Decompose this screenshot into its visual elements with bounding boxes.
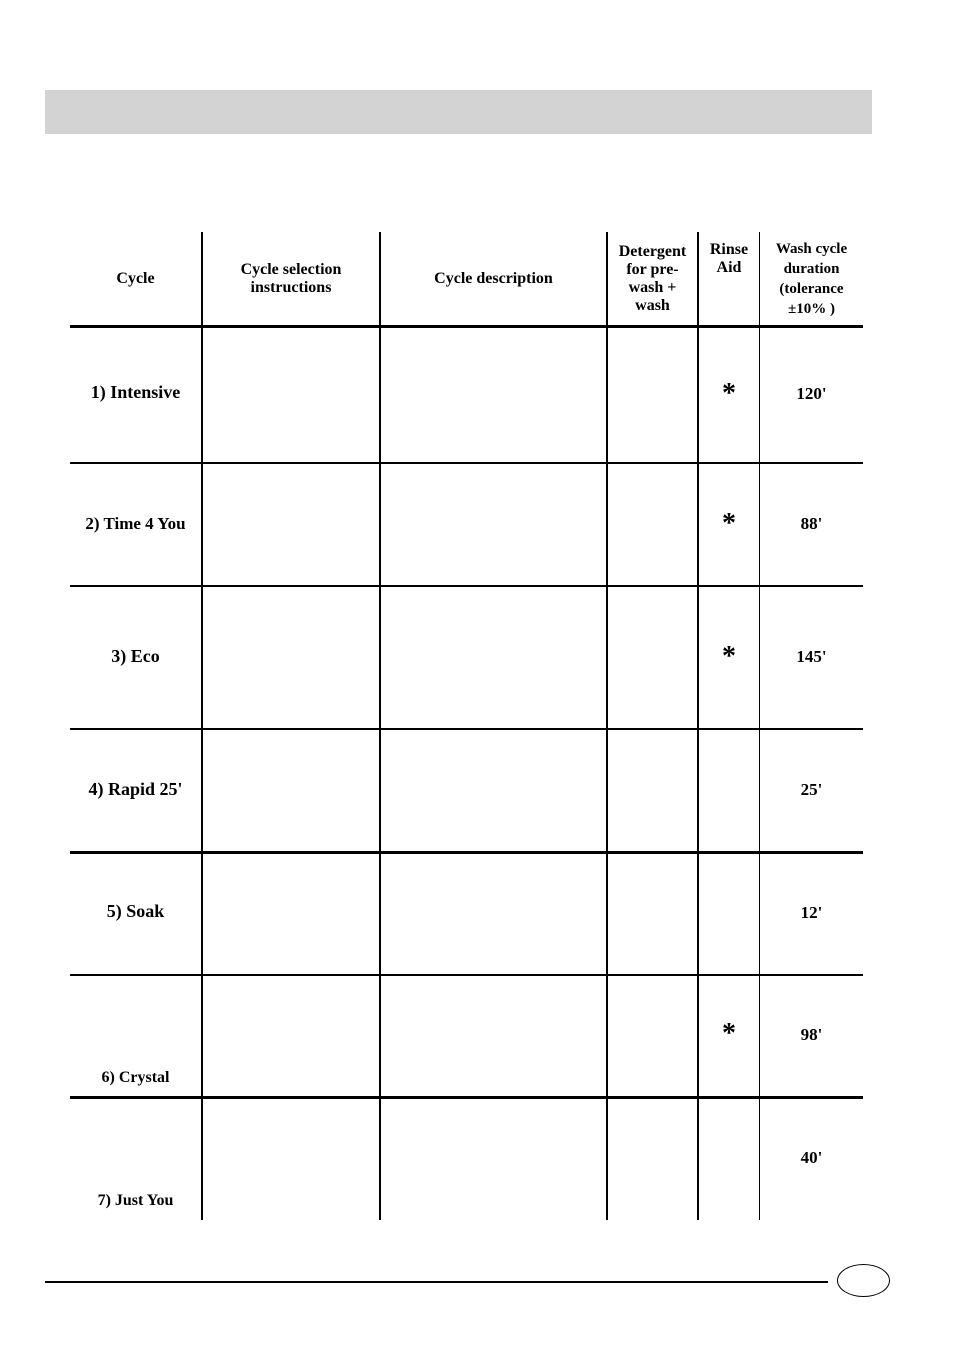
cycle-duration: 88' xyxy=(800,514,823,533)
header-instructions: Cycle selection instructions xyxy=(240,261,342,296)
header-detergent: Detergent for pre- wash + wash xyxy=(618,243,687,314)
cycle-duration: 40' xyxy=(800,1148,823,1167)
cycle-name: 5) Soak xyxy=(106,901,165,921)
cycle-name: 1) Intensive xyxy=(90,382,181,402)
rinse-aid-mark: * xyxy=(722,641,736,672)
page-number-oval xyxy=(837,1264,890,1297)
cycle-duration: 145' xyxy=(796,647,827,666)
cycle-duration: 120' xyxy=(796,384,827,403)
table-row xyxy=(70,464,863,585)
cycle-duration: 25' xyxy=(800,780,823,799)
table-row xyxy=(70,328,863,462)
cycle-name: 3) Eco xyxy=(111,646,160,666)
rinse-aid-mark: * xyxy=(722,508,736,539)
footer-rule xyxy=(45,1281,828,1283)
cycle-duration: 12' xyxy=(800,903,823,922)
table-row xyxy=(70,854,863,974)
cycle-name: 4) Rapid 25' xyxy=(88,779,183,799)
cycle-name: 7) Just You xyxy=(97,1192,174,1209)
header-description: Cycle description xyxy=(434,270,553,287)
header-band xyxy=(45,90,872,134)
header-cycle: Cycle xyxy=(116,270,155,287)
table-row xyxy=(70,1099,863,1220)
rinse-aid-mark: * xyxy=(722,1018,736,1049)
cycle-name: 6) Crystal xyxy=(101,1069,170,1086)
wash-cycle-table xyxy=(70,232,863,1220)
header-rinse-aid: Rinse Aid xyxy=(709,241,749,276)
cycle-name: 2) Time 4 You xyxy=(85,514,186,533)
table-row xyxy=(70,976,863,1096)
cycle-duration: 98' xyxy=(800,1025,823,1044)
rinse-aid-mark: * xyxy=(722,378,736,409)
header-duration: Wash cycle duration (tolerance ±10% ) xyxy=(775,241,848,317)
table-row xyxy=(70,730,863,851)
table-row xyxy=(70,587,863,728)
